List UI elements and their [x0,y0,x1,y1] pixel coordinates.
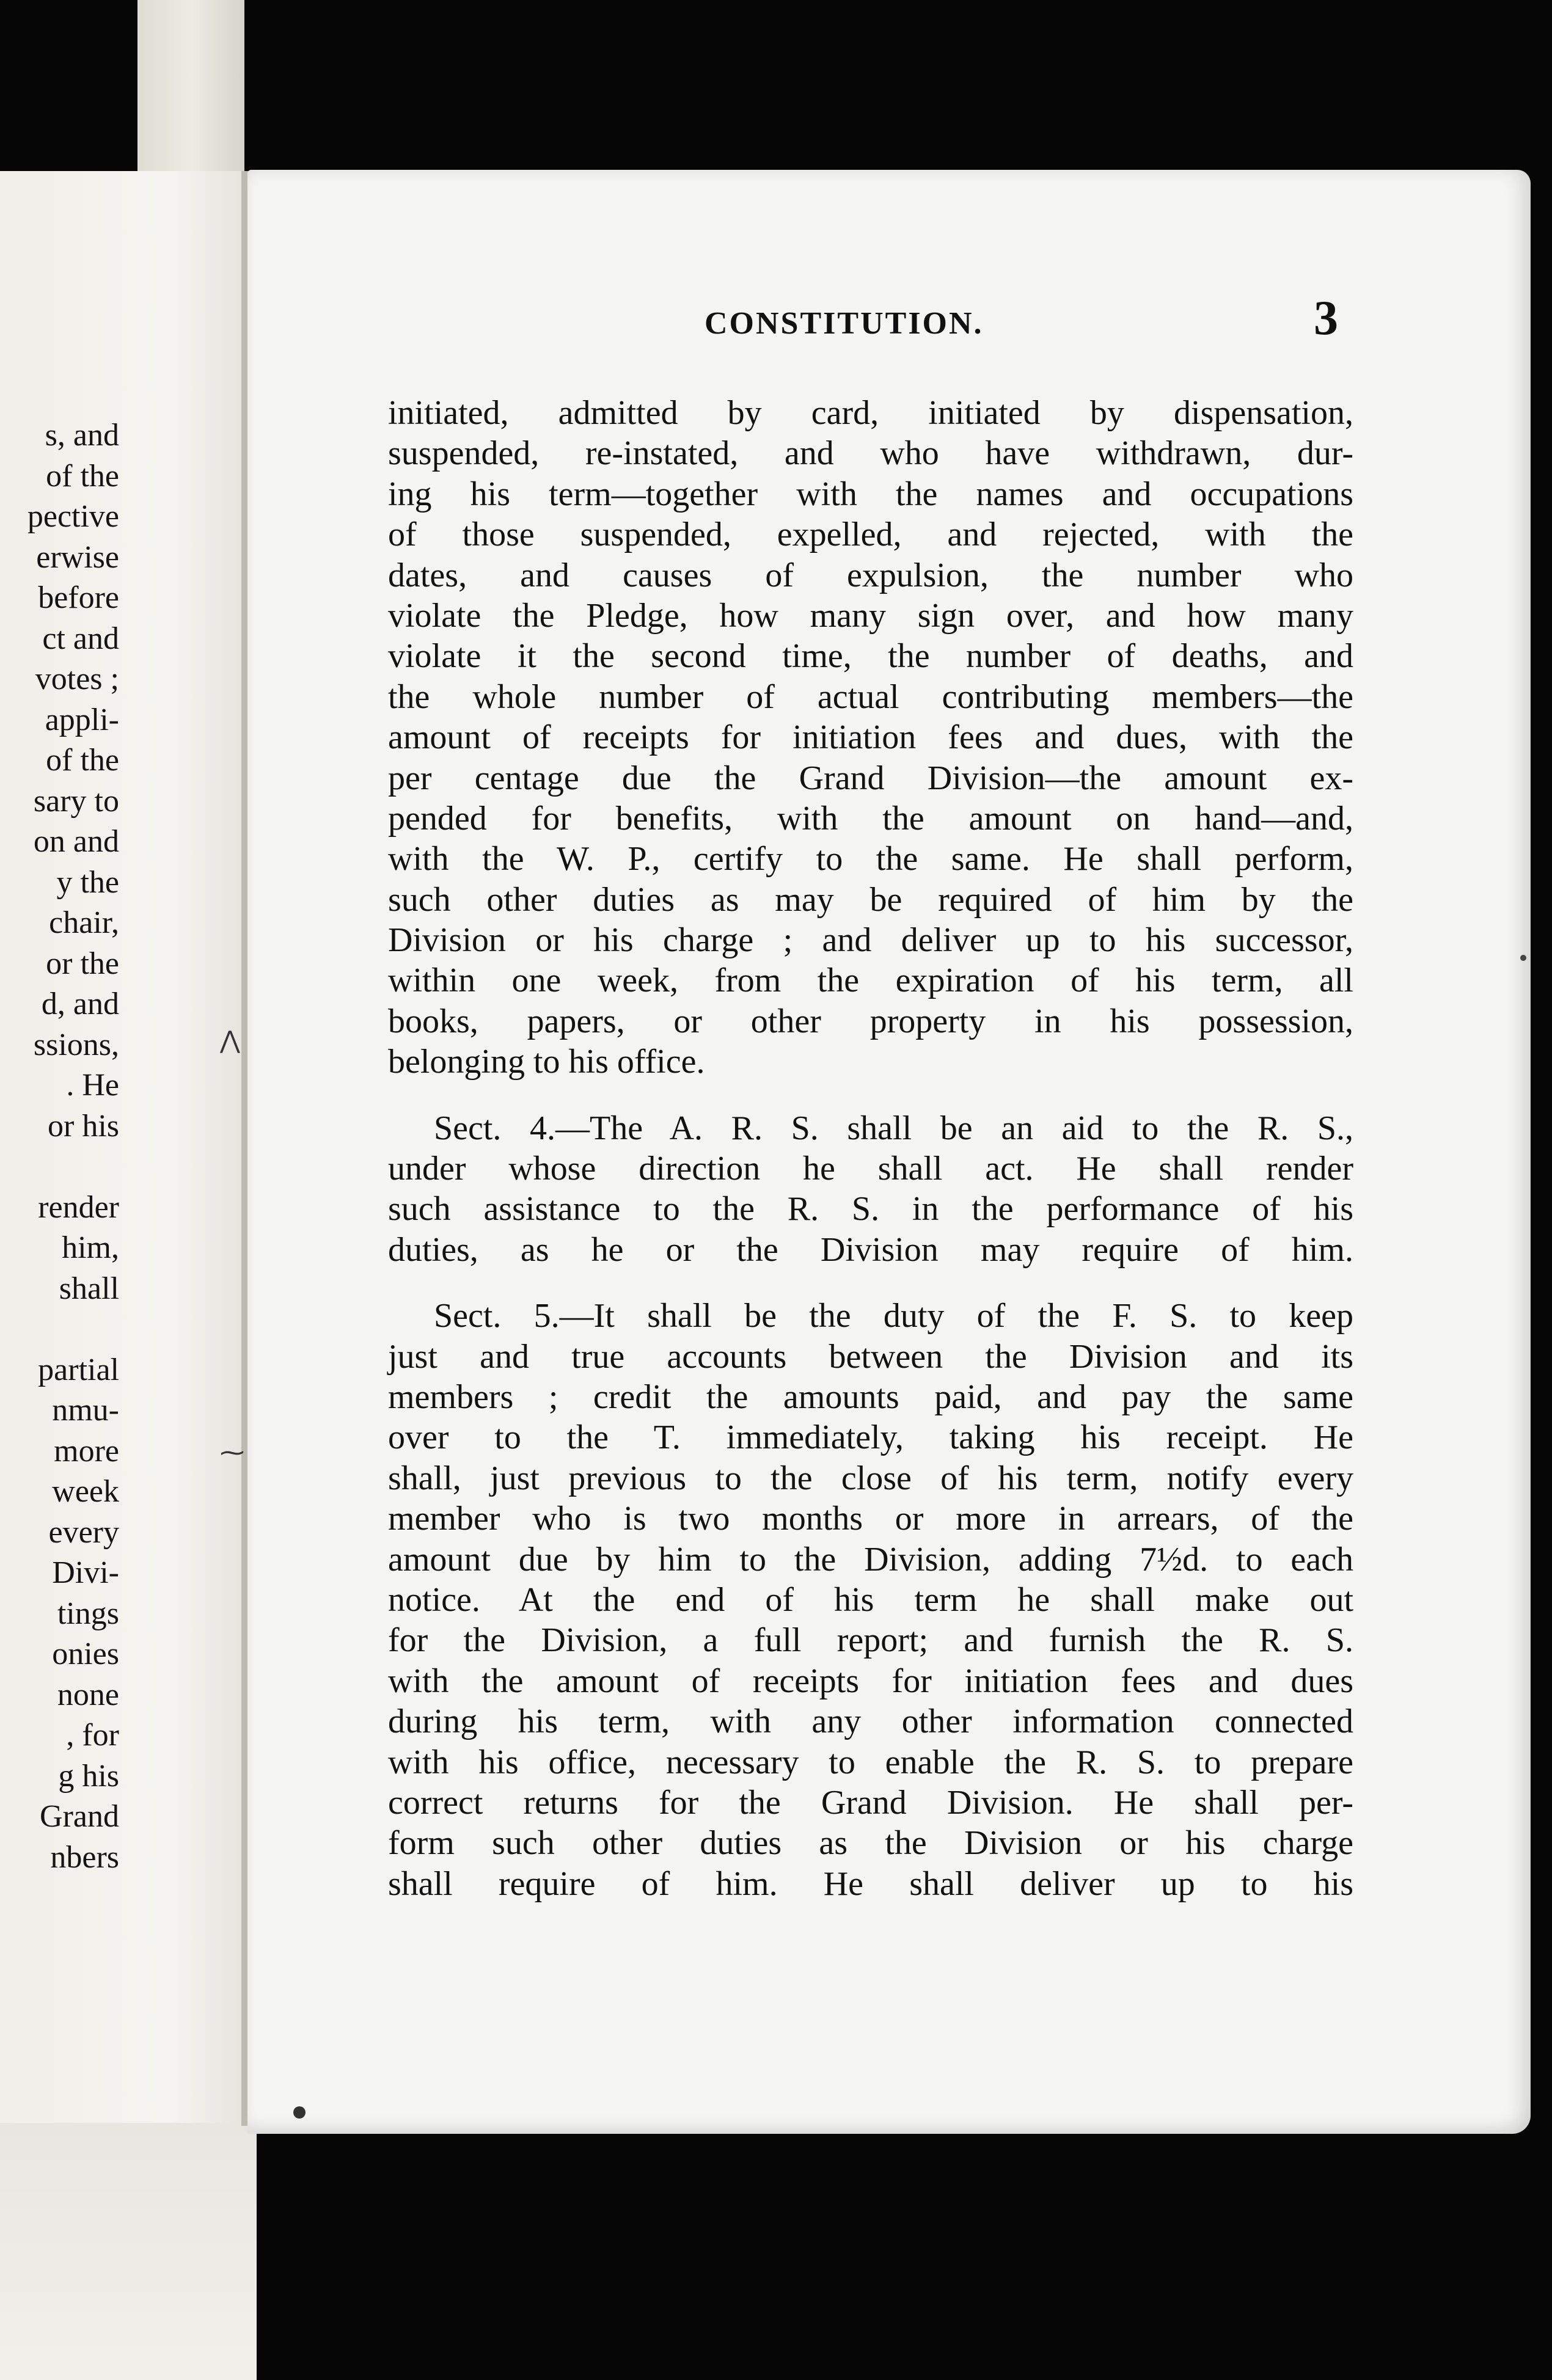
paragraph-gap [388,1082,1353,1108]
left-page-line: week [52,1474,119,1509]
stitch-mark: ⋀ [220,1026,240,1054]
left-page-line: erwise [36,539,119,575]
text-line: amount of receipts for initiation fees and dues, with the [388,718,1353,757]
left-page-line: pective [27,499,119,534]
text-line: violate the Pledge, how many sign over, and how many [388,596,1353,635]
left-page-line: or the [46,946,119,981]
left-page-line [0,1309,119,1350]
text-line: notice. At the end of his term he shall make out [388,1580,1353,1619]
text-line: with the amount of receipts for initiation fees and dues [388,1662,1353,1700]
left-page-line: him, [62,1230,119,1265]
left-page-line: every [48,1514,119,1550]
text-line: shall, just previous to the close of his term, notify every [388,1459,1353,1497]
stitch-mark: ⁓ [220,1439,244,1467]
left-page-line: nmu- [52,1393,119,1428]
text-line: correct returns for the Grand Division. He shall per- [388,1783,1353,1822]
running-head: CONSTITUTION. [705,306,984,341]
text-line: duties, as he or the Division may require of him. [388,1230,1353,1269]
text-line: belonging to his office. [388,1043,705,1081]
left-page-line: g his [58,1758,119,1794]
text-line: shall require of him. He shall deliver up to his [388,1864,1353,1903]
left-page-line: chair, [49,905,119,940]
left-page-line: . He [66,1068,119,1103]
text-line: books, papers, or other property in his possession, [388,1002,1353,1040]
paragraph [388,1296,1353,1904]
text-line: form such other duties as the Division or his charge [388,1824,1353,1863]
ink-spot [293,2106,306,2119]
text-line: suspended, re-instated, and who have withdrawn, dur- [388,434,1353,473]
left-page-line: sary to [33,783,119,819]
text-line: Sect. 4.—The A. R. S. shall be an aid to the R. S., [434,1109,1353,1147]
paragraph [388,1108,1353,1271]
left-page-line: Grand [40,1799,119,1834]
right-page [247,170,1531,2134]
text-line: Division or his charge ; and deliver up to his successor, [388,921,1353,960]
left-page-line: , for [66,1718,119,1753]
text-line: per centage due the Grand Division—the amount ex- [388,759,1353,797]
left-page-line: ct and [42,621,119,656]
left-page-line: tings [57,1596,119,1631]
left-page-line: render [38,1189,119,1225]
left-page-line: votes ; [35,662,119,696]
left-facing-page [0,171,244,2181]
left-page-line: appli- [45,702,119,737]
text-line: Sect. 5.—It shall be the duty of the F. S. to keep [434,1297,1353,1335]
text-line: within one week, from the expiration of his term, all [388,962,1353,1000]
left-page-line: or his [48,1108,119,1144]
body-text [388,393,1353,1904]
left-page-line: none [57,1677,119,1712]
binding-tape-bottom [0,2123,257,2380]
text-line: such assistance to the R. S. in the performance of his [388,1190,1353,1228]
left-page-line: d, and [41,987,119,1021]
text-line: such other duties as may be required of him by the [388,880,1353,919]
left-page-line: on and [33,824,119,859]
text-line: under whose direction he shall act. He shall render [388,1150,1353,1188]
left-page-line: more [54,1433,119,1469]
left-page-line: s, and [45,418,119,453]
text-line: dates, and causes of expulsion, the number who [388,556,1353,594]
text-line: with his office, necessary to enable the R. S. to prepare [388,1743,1353,1781]
text-line: of those suspended, expelled, and rejected, with the [388,516,1353,554]
text-line: violate it the second time, the number of deaths, and [388,637,1353,676]
text-line: amount due by him to the Division, adding 7½d. to each [388,1540,1353,1579]
text-line: over to the T. immediately, taking his receipt. He [388,1418,1353,1457]
paragraph-gap [388,1270,1353,1296]
text-line: member who is two months or more in arrears, of the [388,1500,1353,1538]
text-line: pended for benefits, with the amount on hand—and, [388,799,1353,838]
left-page-line: of the [46,743,119,778]
ink-dot [1520,955,1526,961]
text-line: members ; credit the amounts paid, and pay the same [388,1378,1353,1416]
binding-tape-top [137,0,244,171]
left-page-line: onies [52,1637,119,1671]
text-line: initiated, admitted by card, initiated by dispensation, [388,394,1353,432]
left-page-line: y the [56,864,119,900]
text-line: just and true accounts between the Division and its [388,1337,1353,1376]
left-page-line: of the [46,458,119,494]
text-line: with the W. P., certify to the same. He shall perform, [388,840,1353,878]
text-line: the whole number of actual contributing members—the [388,677,1353,716]
left-page-text [0,415,119,1878]
left-page-line: ssions, [33,1027,119,1062]
left-page-line: partial [38,1352,119,1387]
left-page-line: before [38,580,119,615]
paragraph [388,393,1353,1082]
left-page-line: nbers [50,1839,119,1875]
text-line: during his term, with any other information connected [388,1703,1353,1741]
text-line: for the Division, a full report; and furnish the R. S. [388,1621,1353,1660]
text-line: ing his term—together with the names and occupations [388,475,1353,513]
page-number: 3 [1314,291,1338,345]
left-page-line: Divi- [52,1555,119,1590]
left-page-line [0,1147,119,1188]
left-page-line: shall [59,1271,119,1306]
